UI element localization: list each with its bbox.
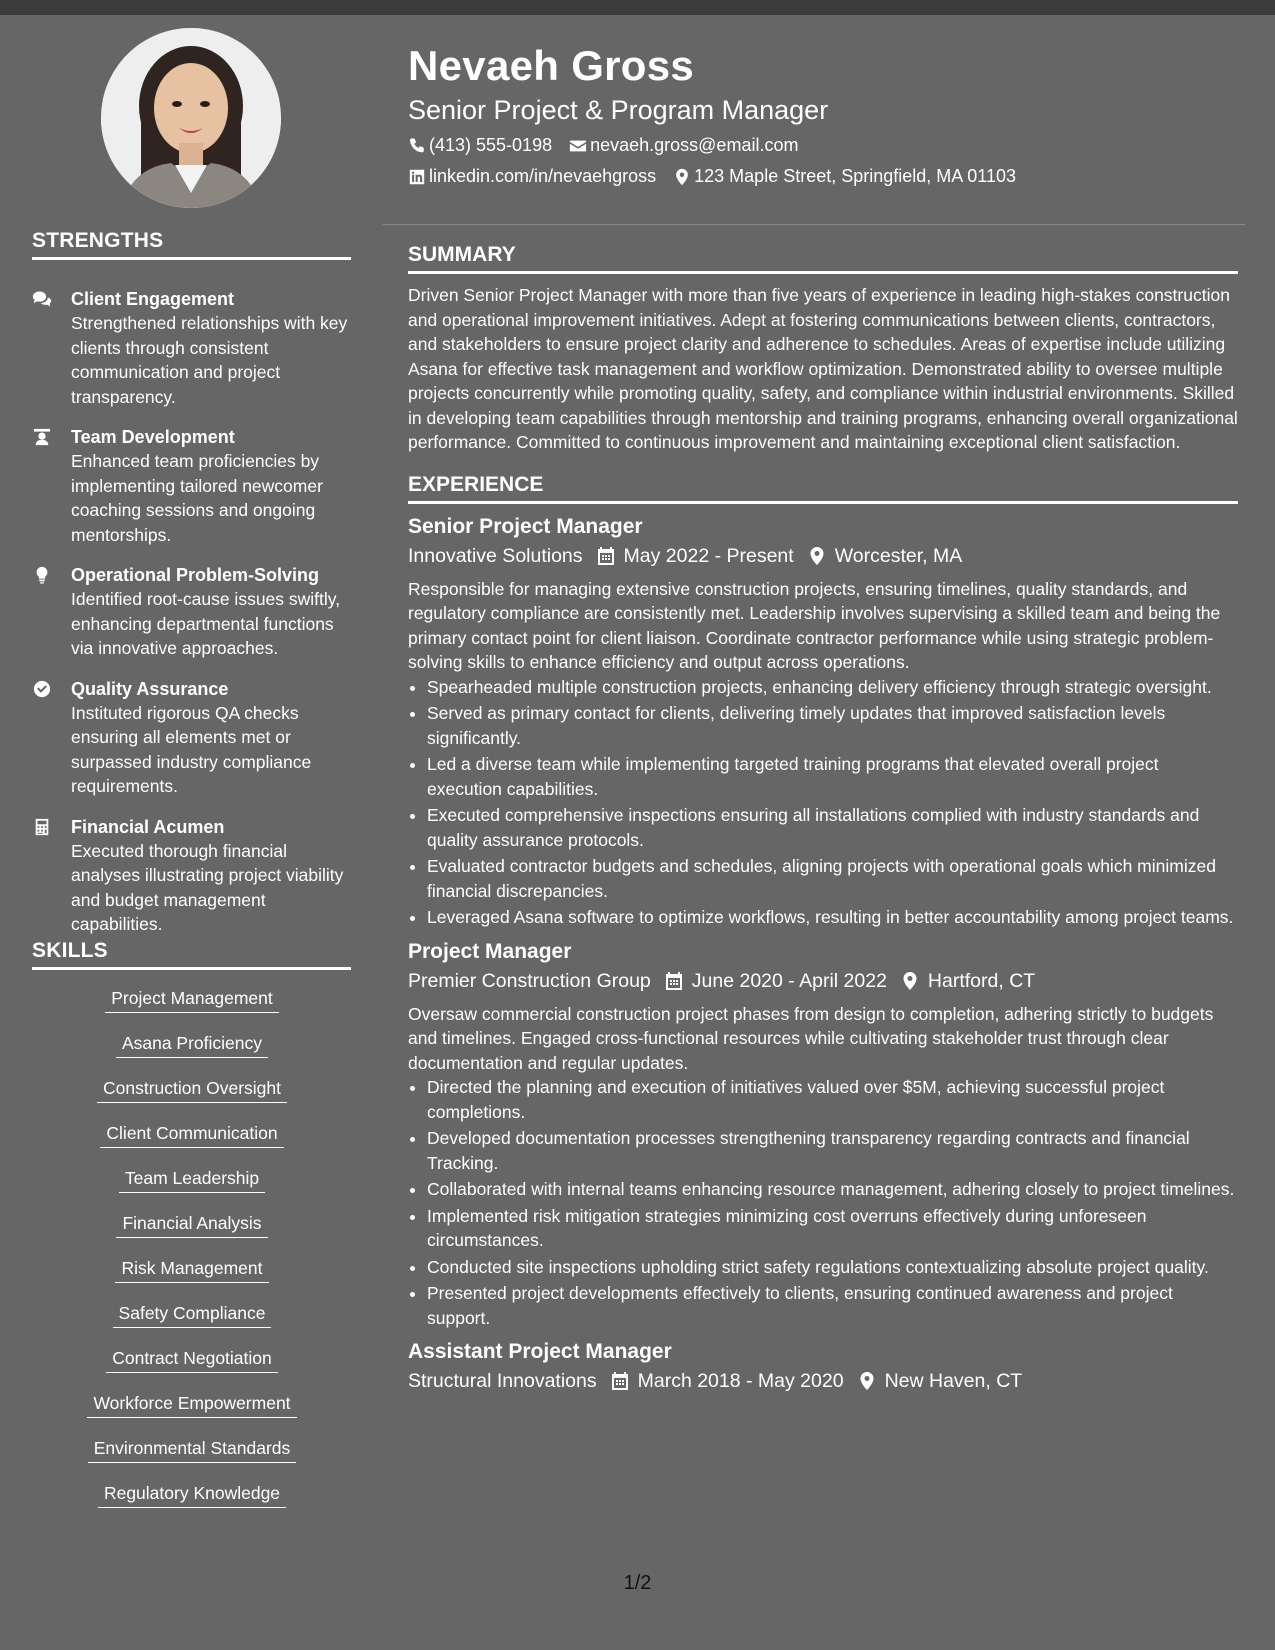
envelope-icon <box>569 137 587 155</box>
summary-text: Driven Senior Project Manager with more than five years of experience in leading high-stakes construction and operational improvement initiatives. Adept at fostering communications between clients, contractors, and stakeholders to ensure project clarity and adherence to schedules. Areas of expertise include utilizing Asana for effective task management and workflow optimization. Demonstrated ability to oversee multiple projects concurrently while promoting quality, safety, and compliance within industrial environments. Skilled in developing team capabilities through mentorship and training programs, enhancing overall organizational performance. Committed to continuous improvement and maintaining exceptional client satisfaction. <box>408 285 1238 452</box>
bullet-item: • Implemented risk mitigation strategies minimizing cost overruns effectively during unforeseen circumstances. <box>427 1204 1238 1253</box>
strength-item <box>32 287 352 409</box>
strengths-heading: STRENGTHS <box>32 229 351 260</box>
skill-item <box>32 1212 352 1257</box>
job-title: Project Manager <box>408 939 572 963</box>
skill-label: Environmental Standards <box>88 1437 297 1463</box>
top-bar <box>0 0 1275 15</box>
bullet-item: • Developed documentation processes strengthening transparency regarding contracts and financial Tracking. <box>427 1126 1238 1175</box>
skill-item <box>32 1302 352 1347</box>
job-company: Innovative Solutions <box>408 544 583 567</box>
bullet-item: • Leveraged Asana software to optimize workflows, resulting in better accountability among project teams. <box>427 905 1238 930</box>
skill-item <box>32 1392 352 1437</box>
strength-desc: Instituted rigorous QA checks ensuring all elements met or surpassed industry compliance requirements. <box>71 702 312 796</box>
skill-label: Risk Management <box>115 1257 268 1283</box>
address-text: 123 Maple Street, Springfield, MA 01103 <box>694 166 1017 186</box>
job-description: Oversaw commercial construction project phases from design to completion, adhering strictly to budgets and timelines. Engaged cross-functional resources while cultivating stakeholder trust through clear documentation and regular updates. <box>408 1003 1214 1073</box>
job-location: New Haven, CT <box>884 1370 1023 1392</box>
phone-text: (413) 555-0198 <box>429 135 553 155</box>
summary-heading: SUMMARY <box>408 243 1238 274</box>
skill-label: Asana Proficiency <box>116 1032 268 1058</box>
calculator-icon <box>32 818 54 838</box>
strength-title: Client Engagement <box>71 289 235 309</box>
strength-item <box>32 563 352 661</box>
contact-row-1 <box>408 135 815 156</box>
strengths-list <box>32 287 352 953</box>
skill-label: Team Leadership <box>119 1167 265 1193</box>
job-meta <box>408 541 1238 571</box>
map-pin-icon <box>673 168 691 186</box>
email-contact[interactable] <box>569 135 798 156</box>
skill-label: Contract Negotiation <box>106 1347 278 1373</box>
calendar-icon <box>611 1371 629 1391</box>
job-bullets <box>408 675 1238 930</box>
page-number: 1/2 <box>623 1572 652 1594</box>
job-company: Premier Construction Group <box>408 969 651 992</box>
skill-item <box>32 1077 352 1122</box>
job-title: Assistant Project Manager <box>408 1340 672 1363</box>
skill-label: Safety Compliance <box>113 1302 272 1328</box>
linkedin-contact[interactable] <box>408 166 656 187</box>
skill-item <box>32 1032 352 1077</box>
bullet-item: • Led a diverse team while implementing targeted training programs that elevated overall project execution capabilities. <box>427 752 1238 801</box>
strength-desc: Strengthened relationships with key clients through consistent communication and project transparency. <box>71 313 348 407</box>
strength-desc: Executed thorough financial analyses illustrating project viability and budget management capabilities. <box>71 840 344 934</box>
check-circle-icon <box>32 680 54 700</box>
skill-label: Financial Analysis <box>116 1212 267 1238</box>
job-dates: June 2020 - April 2022 <box>691 969 887 992</box>
skill-item <box>32 1482 352 1527</box>
skills-heading: SKILLS <box>32 939 351 970</box>
bullet-item: • Spearheaded multiple construction projects, enhancing delivery efficiency through strategic oversight. <box>427 675 1238 700</box>
skill-item <box>32 1122 352 1167</box>
job-entry <box>408 513 1238 930</box>
strength-desc: Enhanced team proficiencies by implementing tailored newcomer coaching sessions and ongoing mentorships. <box>71 451 323 545</box>
job-bullets <box>408 1075 1238 1330</box>
skill-label: Construction Oversight <box>97 1077 287 1103</box>
contact-row-2 <box>408 166 1033 187</box>
skill-item <box>32 1167 352 1212</box>
main-column <box>408 243 1238 1402</box>
phone-contact[interactable] <box>408 135 552 156</box>
bullet-item: • Conducted site inspections upholding strict safety regulations contextualizing absolute project quality. <box>427 1255 1238 1280</box>
linkedin-icon <box>408 168 426 186</box>
skill-label: Regulatory Knowledge <box>98 1482 286 1508</box>
left-column <box>0 15 383 1635</box>
job-description: Responsible for managing extensive construction projects, ensuring timelines, quality standards, and regulatory compliance are consistently met. Leadership involves supervising a skilled team and being the primary contact point for client liaison. Coordinate contractor performance while using strategic problem-solving skills to enhance efficiency and output across operations. <box>408 578 1221 672</box>
strength-title: Financial Acumen <box>71 816 225 837</box>
skills-list <box>32 987 352 1527</box>
candidate-role: Senior Project & Program Manager <box>408 95 829 125</box>
comments-icon <box>32 290 54 310</box>
strength-item <box>32 815 352 937</box>
calendar-icon <box>597 546 615 566</box>
map-pin-icon <box>858 1371 876 1391</box>
address-contact <box>673 166 1016 187</box>
job-dates: March 2018 - May 2020 <box>637 1370 844 1392</box>
job-meta <box>408 1366 1238 1396</box>
profile-photo <box>101 28 281 208</box>
email-text: nevaeh.gross@email.com <box>590 135 799 155</box>
lightbulb-icon <box>32 566 54 586</box>
job-meta <box>408 966 1238 996</box>
strength-title: Operational Problem-Solving <box>71 565 320 585</box>
bullet-item: • Collaborated with internal teams enhancing resource management, adhering closely to project timelines. <box>427 1177 1238 1202</box>
strength-item <box>32 425 352 547</box>
map-pin-icon <box>808 546 826 566</box>
job-company: Structural Innovations <box>408 1370 597 1392</box>
experience-heading: EXPERIENCE <box>408 473 1238 504</box>
bullet-item: • Served as primary contact for clients, delivering timely updates that improved satisfaction levels significantly. <box>427 701 1238 750</box>
strength-title: Team Development <box>71 427 235 447</box>
bullet-item: • Evaluated contractor budgets and schedules, aligning projects with operational goals which minimized financial discrepancies. <box>427 854 1238 903</box>
skill-item <box>32 1257 352 1302</box>
skill-label: Project Management <box>105 987 278 1013</box>
linkedin-text: linkedin.com/in/nevaehgross <box>429 166 657 186</box>
skill-item <box>32 1437 352 1482</box>
teacher-icon <box>32 428 54 448</box>
job-location: Hartford, CT <box>927 969 1036 992</box>
strength-desc: Identified root-cause issues swiftly, enhancing departmental functions via innovative approaches. <box>71 589 341 658</box>
skill-label: Workforce Empowerment <box>87 1392 296 1418</box>
job-title: Senior Project Manager <box>408 514 643 538</box>
candidate-name: Nevaeh Gross <box>408 42 695 89</box>
map-pin-icon <box>901 971 919 991</box>
calendar-icon <box>665 971 683 991</box>
job-entry <box>408 1338 1238 1396</box>
bullet-item: • Presented project developments effectively to clients, ensuring continued awareness and project support. <box>427 1281 1238 1330</box>
strength-title: Quality Assurance <box>71 678 229 699</box>
skill-item <box>32 1347 352 1392</box>
phone-icon <box>408 137 426 155</box>
job-dates: May 2022 - Present <box>623 544 794 567</box>
bullet-item: • Executed comprehensive inspections ensuring all installations complied with industry standards and quality assurance protocols. <box>427 803 1238 852</box>
strength-item <box>32 677 352 799</box>
header-divider <box>383 224 1245 225</box>
job-location: Worcester, MA <box>834 544 963 567</box>
job-entry <box>408 938 1238 1331</box>
skill-item <box>32 987 352 1032</box>
bullet-item: • Directed the planning and execution of initiatives valued over $5M, achieving successful project completions. <box>427 1075 1238 1124</box>
skill-label: Client Communication <box>100 1122 283 1148</box>
